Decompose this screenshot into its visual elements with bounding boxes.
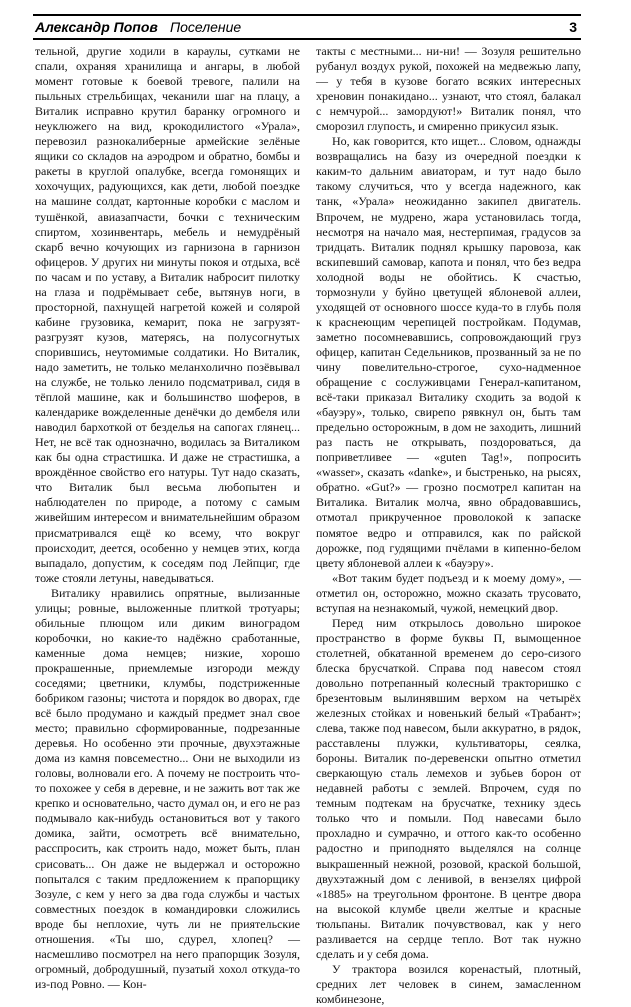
paragraph: Виталику нравились опрятные, вылизанные улицы; ровные, выложенные плиткой тротуары; обильные плющом или диким виноградом коробочки, но какие-то надёжно сработанные, каменные дома немцев; низкие, хорошо прокрашенные, приемлемые изгороди между соседями; цветники, клумбы, подстриженные бобриком газоны; чистота и порядок во дворах, где всё было продумано и каждый предмет знал свое место; правильно сформированные, подрезанные деревья. Но особенно эти прочные, двухэтажные дома из камня повсеместно... Они не выходили из головы, волновали его. А почему не построить что-то похожее у себя в деревне, и не зажить вот так же крепко и основательно, часто думал он, и его не раз подмывало как-нибудь остановиться вот у такого домика, зайти, осмотреть всё внимательно, расспросить, как строить надо, может быть, план срисовать... Он даже не выдержал и осторожно попытался с таким предложением к прапорщику Зозуле, с кем у него за два года службы и частых совместных поездок в командировки сложились вроде бы неплохие, чуть ли не приятельские отношения. «Ты шо, сдурел, хлопец? — насмешливо посмотрел на него прапорщик Зозуля, огромный, добродушный, пузатый хохол откуда-то из-под Ровно. — Кон- [35,585,300,991]
left-text-column [35,44,300,991]
paragraph: «Вот таким будет подъезд и к моему дому», — отметил он, осторожно, можно сказать трусовато, вступая на незнакомый, чужой, немецкий двор. [316,570,581,615]
paragraph: Но, как говорится, кто ищет... Словом, однажды возвращались на базу из очередной поездки к каким-то дальним авиаторам, и тут надо было такому случиться, что у всегда надежного, как танк, «Урала» неожиданно закипел двигатель. Впрочем, не мудрено, жара установилась тогда, несмотря на начало мая, нестерпимая, градусов за тридцать. Виталик поднял крышку паровоза, как вскипевший самовар, капота и понял, что без ведра холодной воды не обойтись. К счастью, тормознули у буйно цветущей яблоневой аллеи, уходящей от основного шоссе куда-то в глубь поля к краснеющим черепицей постройкам. Подумав, заметно посомневавшись, сопровождающий груз офицер, капитан Седельников, прозванный за не по чину повелительно-строгое, сухо-надменное обращение с сослуживцами Генерал-капитаном, всё-таки приказал Виталику сходить за водой к «бауэру», только, свирепо рявкнул он, быть там предельно осторожным, в дом не заходить, лишний раз пасть не открывать, поздороваться, да поприветливее — «guten Tag!», попросить «wasser», сказать «danke», и быстренько, на рысях, обратно. «Gut?» — грозно посмотрел капитан на Виталика. Виталик молча, явно обрадовавшись, отмотал прикрученное проволокой к запаске помятое ведро и отправился, как по райской дорожке, под гудящими пчёлами в кипенно-белом цвету яблоневой аллеи к «бауэру». [316,134,581,570]
paragraph: такты с местными... ни-ни! — Зозуля решительно рубанул воздух рукой, похожей на медвежью лапу, — у тебя в кузове богато всяких интересных хреновин понакидано... узнают, что стоял, балакал с немчурой... замордуют!» Виталик понял, что сморозил глупость, и смиренно прикусил язык. [316,44,581,134]
paragraph: У трактора возился коренастый, плотный, средних лет человек в синем, замасленном комбинезоне, [316,961,581,1006]
paragraph: тельной, другие ходили в караулы, сутками не спали, охраняя хранилища и ангары, в любой момент готовые к боевой тревоге, палили на пыльных стрельбищах, чеканили шаг на плацу, а Виталик исправно крутил баранку огромного и неуклюжего на вид, крокодилистого «Урала», перевозил разнокалиберные армейские зелёные ящики со складов на аэродром и обратно, бомбы и ракеты в круглой опалубке, всегда гомонящих и хохочущих, радующихся, как дети, любой поездке на машине солдат, картонные коробки с маслом и тушёнкой, авиазапчасти, бочки с техническим спиртом, хозинвентарь, мебель и немудрёный скарб вечно кочующих из гарнизона в гарнизон офицеров. У других ни минуты покоя и отдыха, всё по часам и по уставу, а Виталик набросит пилотку на глаза и подрёмывает себе, вытянув ноги, в просторной, пахнущей нагретой кожей и солярой кабине грузовика, кемарит, пока не загрузят-разгрузят кузов, матерясь, на полусогнутых спорившись, неутомимые солдатики. Но Виталик, надо заметить, не только меланхолично позёвывал на службе, не только ленило подсматривал, сидя в тёплой машине, как и большинство шоферов, в календарике вожделенные денёчки до дембеля или наводил бархоткой от безделья на сапогах глянец... Нет, не всё так однозначно, водилась за Виталиком как бы одна страстишка. И даже не страстишка, а врождённое свойство его натуры. Тут надо сказать, что Виталик был весьма любопытен и наблюдателен по природе, а потому с самым живейшим интересом и внимательнейшим образом присматривался ещё ко всему, что вокруг происходит, деется, особенно у немцев этих, когда выпадало, допустим, к соседям под Лейпциг, где тоже стояли летуны, наведываться. [35,44,300,585]
running-header [33,14,581,40]
page-number: 3 [569,19,577,35]
paragraph: Перед ним открылось довольно широкое пространство в форме буквы П, вымощенное столетней, обкатанной временем до серо-сизого блеска брусчаткой. Справа под навесом стоял довольно потрепанный колесный тракторишко с брезентовым вылинявшим верхом на четырёх железных стойках и новенький белый «Трабант»; слева, также под навесом, были аккуратно, в рядок, расставлены плужки, культиваторы, сеялка, бороны. Виталик по-деревенски опытно отметил сверкающую сталь лемехов и зубьев борон от недавней работы с землей. Впрочем, судя по темным подтекам на брусчатке, технику здесь только что и помыли. Под навесами было прохладно и сумрачно, и оттого как-то особенно радостно и приподнято выделялся на солнце выкрашенный нежной, розовой, краской большой, двухэтажный дом с ленивой, в вензелях цифрой «1885» на треугольном фронтоне. В центре двора на высокой клумбе цвели желтые и красные тюльпаны. Виталик почувствовал, как у него разливается на сердце тепло. Вот так нужно сделать и у себя дома. [316,615,581,961]
work-title: Поселение [170,19,242,35]
right-text-column [316,44,581,1006]
author-name: Александр Попов [35,19,158,35]
